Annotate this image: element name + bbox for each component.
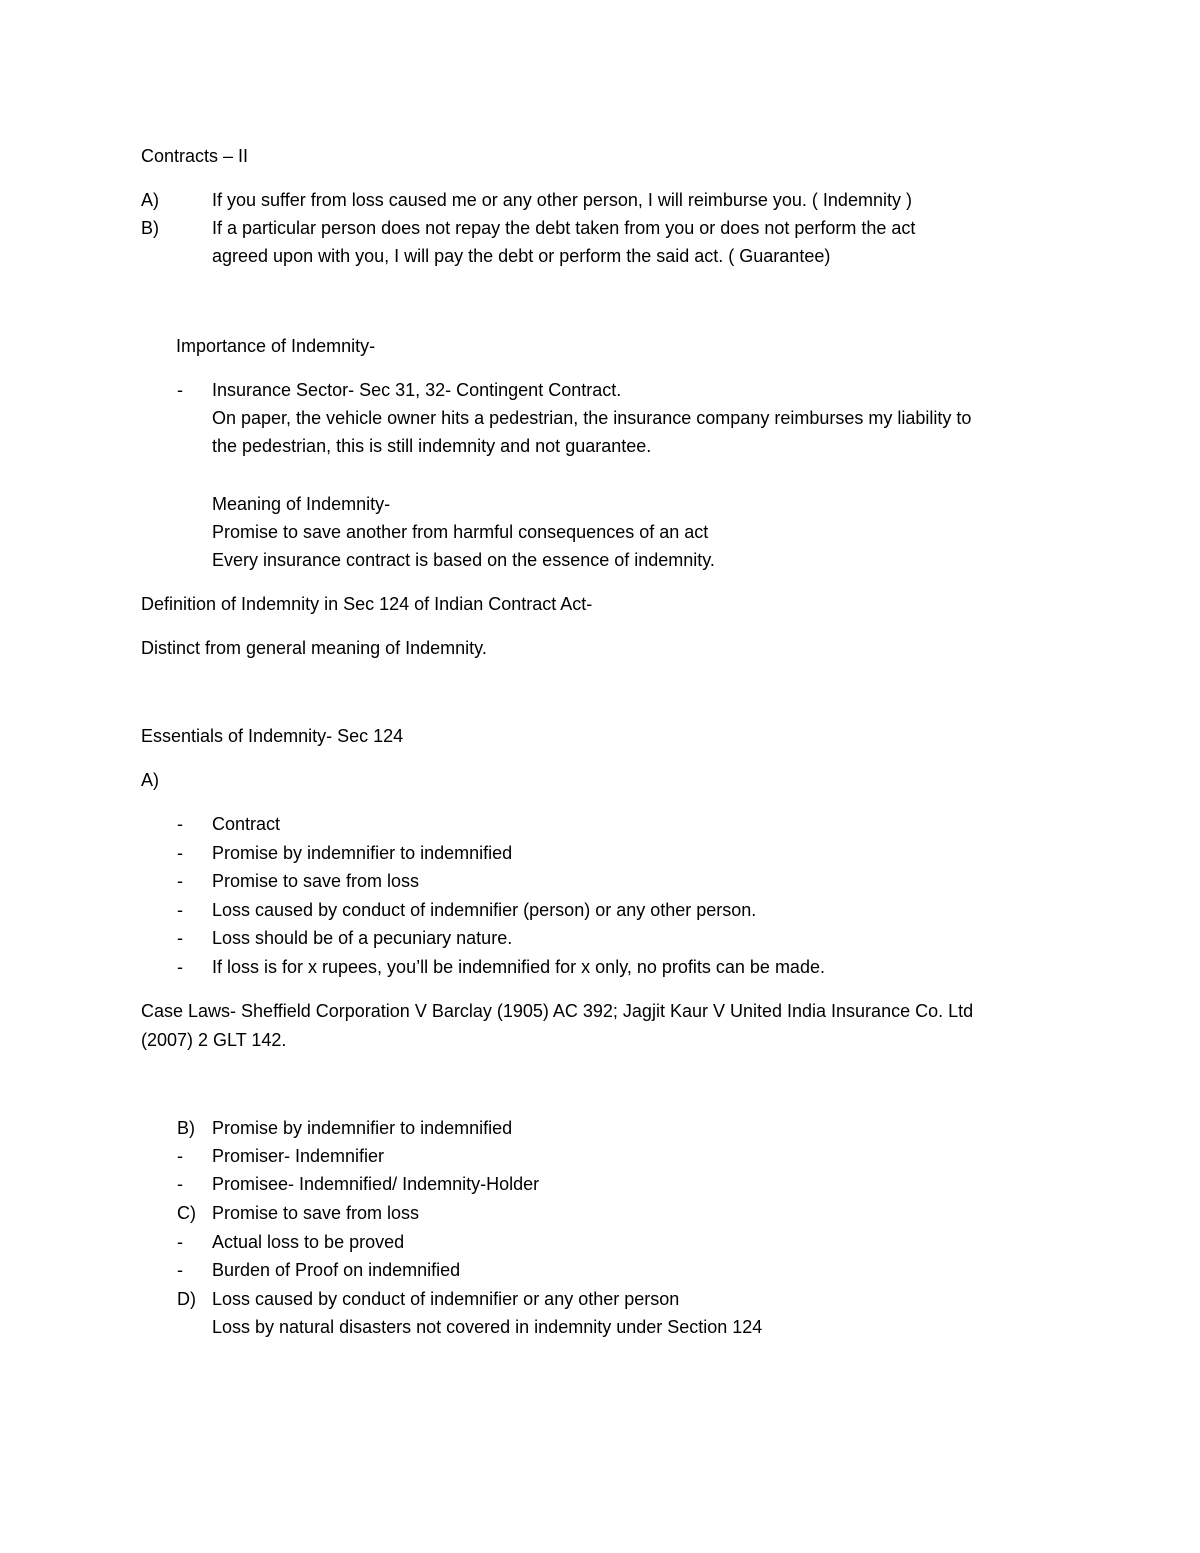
- importance-line2: On paper, the vehicle owner hits a pedestrian, the insurance company reimburses my liability to: [212, 408, 972, 428]
- meaning-heading: Meaning of Indemnity-: [212, 494, 391, 514]
- essentials-marker-a: A): [141, 770, 159, 790]
- section-b-marker: B): [177, 1118, 195, 1138]
- importance-item1: Insurance Sector- Sec 31, 32- Contingent Contract.: [212, 380, 622, 400]
- bullet-dash: -: [177, 871, 183, 891]
- meaning-line2: Every insurance contract is based on the essence of indemnity.: [212, 550, 715, 570]
- list-item: Promise by indemnifier to indemnified: [212, 843, 513, 863]
- case-laws-line2: (2007) 2 GLT 142.: [141, 1030, 287, 1050]
- list-item: Burden of Proof on indemnified: [212, 1260, 461, 1280]
- bullet-dash: -: [177, 843, 183, 863]
- intro-a-text: If you suffer from loss caused me or any other person, I will reimburse you. ( Indemnity ): [212, 190, 912, 210]
- list-item: Contract: [212, 814, 281, 834]
- section-d-marker: D): [177, 1289, 196, 1309]
- section-c-marker: C): [177, 1203, 196, 1223]
- list-marker-b: B): [141, 218, 159, 238]
- bullet-dash: -: [177, 957, 183, 977]
- list-item: Loss caused by conduct of indemnifier (person) or any other person.: [212, 900, 757, 920]
- list-item: If loss is for x rupees, you’ll be indemnified for x only, no profits can be made.: [212, 957, 825, 977]
- essentials-heading: Essentials of Indemnity- Sec 124: [141, 726, 404, 746]
- case-laws-line1: Case Laws- Sheffield Corporation V Barclay (1905) AC 392; Jagjit Kaur V United India Insurance Co. Ltd: [141, 1001, 974, 1021]
- list-item: Promiser- Indemnifier: [212, 1146, 385, 1166]
- list-item: Actual loss to be proved: [212, 1232, 405, 1252]
- list-item: Promise to save from loss: [212, 871, 420, 891]
- bullet-dash: -: [177, 1174, 183, 1194]
- intro-b-line2: agreed upon with you, I will pay the debt or perform the said act. ( Guarantee): [212, 246, 831, 266]
- section-d-line2: Loss by natural disasters not covered in indemnity under Section 124: [212, 1317, 763, 1337]
- bullet-dash: -: [177, 1232, 183, 1252]
- bullet-dash: -: [177, 1260, 183, 1280]
- list-marker-a: A): [141, 190, 159, 210]
- bullet-dash: -: [177, 900, 183, 920]
- section-c-text: Promise to save from loss: [212, 1203, 420, 1223]
- bullet-dash: -: [177, 928, 183, 948]
- section-b-text: Promise by indemnifier to indemnified: [212, 1118, 513, 1138]
- intro-b-line1: If a particular person does not repay the debt taken from you or does not perform the act: [212, 218, 916, 238]
- meaning-line1: Promise to save another from harmful consequences of an act: [212, 522, 709, 542]
- importance-line3: the pedestrian, this is still indemnity and not guarantee.: [212, 436, 652, 456]
- section-d-text: Loss caused by conduct of indemnifier or any other person: [212, 1289, 680, 1309]
- bullet-dash: -: [177, 814, 183, 834]
- list-item: Promisee- Indemnified/ Indemnity-Holder: [212, 1174, 540, 1194]
- bullet-dash: -: [177, 380, 183, 400]
- definition-line: Definition of Indemnity in Sec 124 of Indian Contract Act-: [141, 594, 593, 614]
- bullet-dash: -: [177, 1146, 183, 1166]
- distinct-line: Distinct from general meaning of Indemnity.: [141, 638, 487, 658]
- list-item: Loss should be of a pecuniary nature.: [212, 928, 513, 948]
- importance-heading: Importance of Indemnity-: [176, 336, 376, 356]
- page-title: Contracts – II: [141, 146, 249, 166]
